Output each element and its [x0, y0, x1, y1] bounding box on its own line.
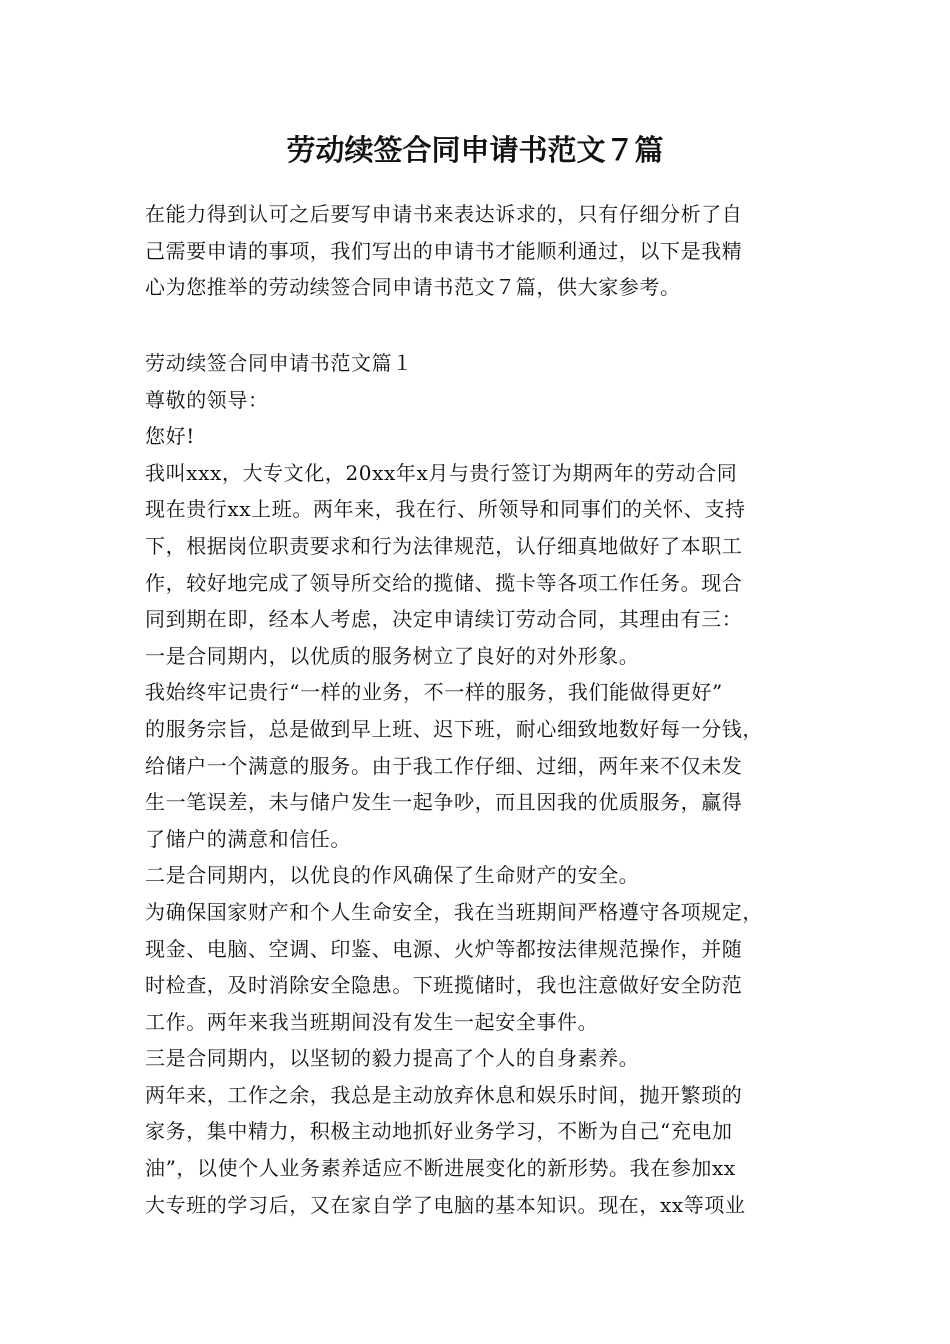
body-line: 为确保国家财产和个人生命安全，我在当班期间严格遵守各项规定，: [145, 899, 763, 924]
body-line: 家务，集中精力，积极主动地抓好业务学习，不断为自己“充电加: [145, 1119, 733, 1144]
intro-line: 己需要申请的事项，我们写出的申请书才能顺利通过，以下是我精: [145, 238, 743, 263]
section-heading: 劳动续签合同申请书范文篇１: [145, 351, 413, 375]
body-line: 生一笔误差，未与储户发生一起争吵，而且因我的优质服务，赢得: [145, 790, 743, 815]
intro-line: 心为您推举的劳动续签合同申请书范文７篇，供大家参考。: [145, 275, 681, 300]
document-title: 劳动续签合同申请书范文７篇: [286, 133, 664, 167]
body-line: 同到期在即，经本人考虑，决定申请续订劳动合同，其理由有三：: [145, 607, 743, 632]
body-text: [145, 345, 811, 1223]
greeting: 您好!: [145, 424, 195, 449]
point-heading: 二是合同期内，以优良的作风确保了生命财产的安全。: [145, 863, 640, 888]
intro-line: 在能力得到认可之后要写申请书来表达诉求的，只有仔细分析了自: [145, 202, 743, 226]
body-line: 下，根据岗位职责要求和行为法律规范，认仔细真地做好了本职工: [145, 533, 743, 558]
point-heading: 一是合同期内，以优质的服务树立了良好的对外形象。: [145, 643, 640, 668]
intro-paragraph: [145, 196, 811, 306]
salutation: 尊敬的领导：: [145, 387, 269, 412]
body-line: 现金、电脑、空调、印鉴、电源、火炉等都按法律规范操作，并随: [145, 936, 743, 961]
body-line: 时检查，及时消除安全隐患。下班揽储时，我也注意做好安全防范: [145, 973, 743, 998]
body-line: 我叫xxx，大专文化，20xx年x月与贵行签订为期两年的劳动合同: [145, 460, 738, 485]
body-line: 两年来，工作之余，我总是主动放弃休息和娱乐时间，抛开繁琐的: [145, 1082, 743, 1107]
body-line: 了储户的满意和信任。: [145, 826, 351, 851]
body-line: 现在贵行xx上班。两年来，我在行、所领导和同事们的关怀、支持: [145, 497, 746, 522]
body-line: 的服务宗旨，总是做到早上班、迟下班，耐心细致地数好每一分钱，: [145, 716, 763, 741]
body-line: 油”，以使个人业务素养适应不断进展变化的新形势。我在参加xx: [145, 1156, 736, 1181]
body-line: 给储户一个满意的服务。由于我工作仔细、过细，两年来不仅未发: [145, 753, 743, 778]
body-line: 工作。两年来我当班期间没有发生一起安全事件。: [145, 1009, 599, 1034]
body-line: 大专班的学习后，又在家自学了电脑的基本知识。现在，xx等项业: [145, 1192, 746, 1217]
body-line: 作，较好地完成了领导所交给的揽储、揽卡等各项工作任务。现合: [145, 570, 743, 595]
body-line: 我始终牢记贵行“一样的业务，不一样的服务，我们能做得更好”: [145, 680, 723, 705]
point-heading: 三是合同期内，以坚韧的毅力提高了个人的自身素养。: [145, 1046, 640, 1071]
